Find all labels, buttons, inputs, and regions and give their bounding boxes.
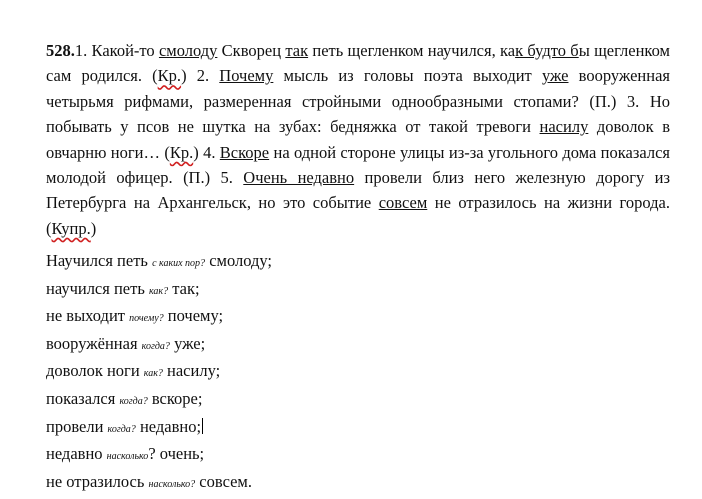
answer-line bbox=[46, 470, 646, 498]
answer-line bbox=[46, 387, 646, 415]
answer-phrase: показался bbox=[46, 388, 120, 408]
text-segment: не отразилось на жизни города. ( bbox=[46, 193, 670, 238]
answer-adverb: так; bbox=[168, 278, 200, 298]
underlined-adverb: уже bbox=[541, 66, 569, 86]
text-segment: мысль из головы поэта выходит bbox=[273, 66, 542, 86]
text-segment: доволок в овчарню ноги… ( bbox=[46, 117, 671, 162]
answer-question: как? bbox=[148, 285, 169, 297]
answer-question: с каких пор? bbox=[152, 258, 206, 269]
answer-question: как? bbox=[143, 368, 163, 380]
exercise-text bbox=[46, 41, 670, 238]
answer-list bbox=[46, 249, 646, 497]
answer-line bbox=[46, 415, 646, 443]
answer-line bbox=[46, 332, 646, 360]
answer-line bbox=[46, 304, 646, 332]
answer-line bbox=[46, 277, 646, 305]
answer-phrase: не выходит bbox=[46, 306, 130, 326]
text-segment: вооруженная четырьмя рифмами, размеренная стройными однообразными стопами? (П.) 3. Но побывать у псов не шутка на зубах: бедняжка от такой тревоги bbox=[46, 66, 670, 137]
spellcheck-word: Купр. bbox=[51, 218, 91, 238]
text-segment: ) 2. bbox=[181, 66, 220, 86]
answer-phrase: провели bbox=[46, 416, 108, 436]
underlined-adverb: к будто б bbox=[515, 41, 579, 60]
underlined-adverb: Вскоре bbox=[219, 142, 270, 162]
text-segment: Скворец bbox=[217, 41, 286, 60]
answer-question: когда? bbox=[119, 395, 148, 407]
answer-adverb: насилу; bbox=[162, 361, 221, 381]
answer-question: почему? bbox=[129, 313, 164, 325]
answer-question: когда? bbox=[107, 423, 136, 435]
text-segment: ы щегленком сам родился. ( bbox=[46, 41, 670, 86]
spellcheck-word: Кр. bbox=[169, 142, 194, 162]
answer-phrase: вооружённая bbox=[46, 333, 142, 353]
answer-question: насколько bbox=[106, 451, 149, 463]
answer-line bbox=[46, 249, 646, 277]
answer-phrase: не отразилось bbox=[46, 471, 149, 491]
answer-line bbox=[46, 442, 646, 470]
text-segment: ) bbox=[90, 218, 97, 238]
underlined-adverb: насилу bbox=[539, 117, 589, 137]
text-segment: 1. Какой-то bbox=[74, 41, 159, 60]
text-segment: ) 4. bbox=[193, 142, 220, 162]
answer-adverb: уже; bbox=[169, 333, 206, 353]
text-segment: провели близ него железную дорогу из Петербурга на Архангельск, но это событие bbox=[46, 168, 670, 213]
underlined-adverb: так bbox=[285, 41, 309, 60]
text-segment: на одной стороне улицы из-за угольного дома показался молодой офицер. (П.) 5. bbox=[46, 142, 670, 188]
underlined-adverb: Почему bbox=[219, 66, 274, 86]
answer-phrase: недавно bbox=[46, 444, 107, 464]
answer-question: насколько? bbox=[148, 478, 196, 490]
answer-adverb: вскоре; bbox=[147, 388, 203, 408]
answer-adverb: совсем. bbox=[195, 471, 252, 491]
answer-phrase: доволок ноги bbox=[46, 361, 144, 381]
text-cursor bbox=[202, 418, 203, 434]
spellcheck-word: Кр. bbox=[157, 66, 182, 86]
underlined-adverb: Очень недавно bbox=[243, 168, 355, 188]
answer-phrase: научился петь bbox=[46, 278, 149, 298]
exercise-number: 528. bbox=[46, 41, 75, 60]
underlined-adverb: совсем bbox=[378, 193, 428, 213]
answer-adverb: ? очень; bbox=[148, 444, 205, 464]
answer-adverb: почему; bbox=[163, 306, 224, 326]
answer-question: когда? bbox=[141, 340, 170, 352]
answer-adverb: недавно; bbox=[135, 416, 202, 436]
exercise-paragraph bbox=[46, 38, 670, 241]
answer-phrase: Научился петь bbox=[46, 251, 153, 270]
answer-adverb: смолоду; bbox=[205, 251, 273, 270]
answer-line bbox=[46, 359, 646, 387]
underlined-adverb: смолоду bbox=[158, 41, 218, 60]
text-segment: петь щегленком научился, ка bbox=[308, 41, 516, 60]
